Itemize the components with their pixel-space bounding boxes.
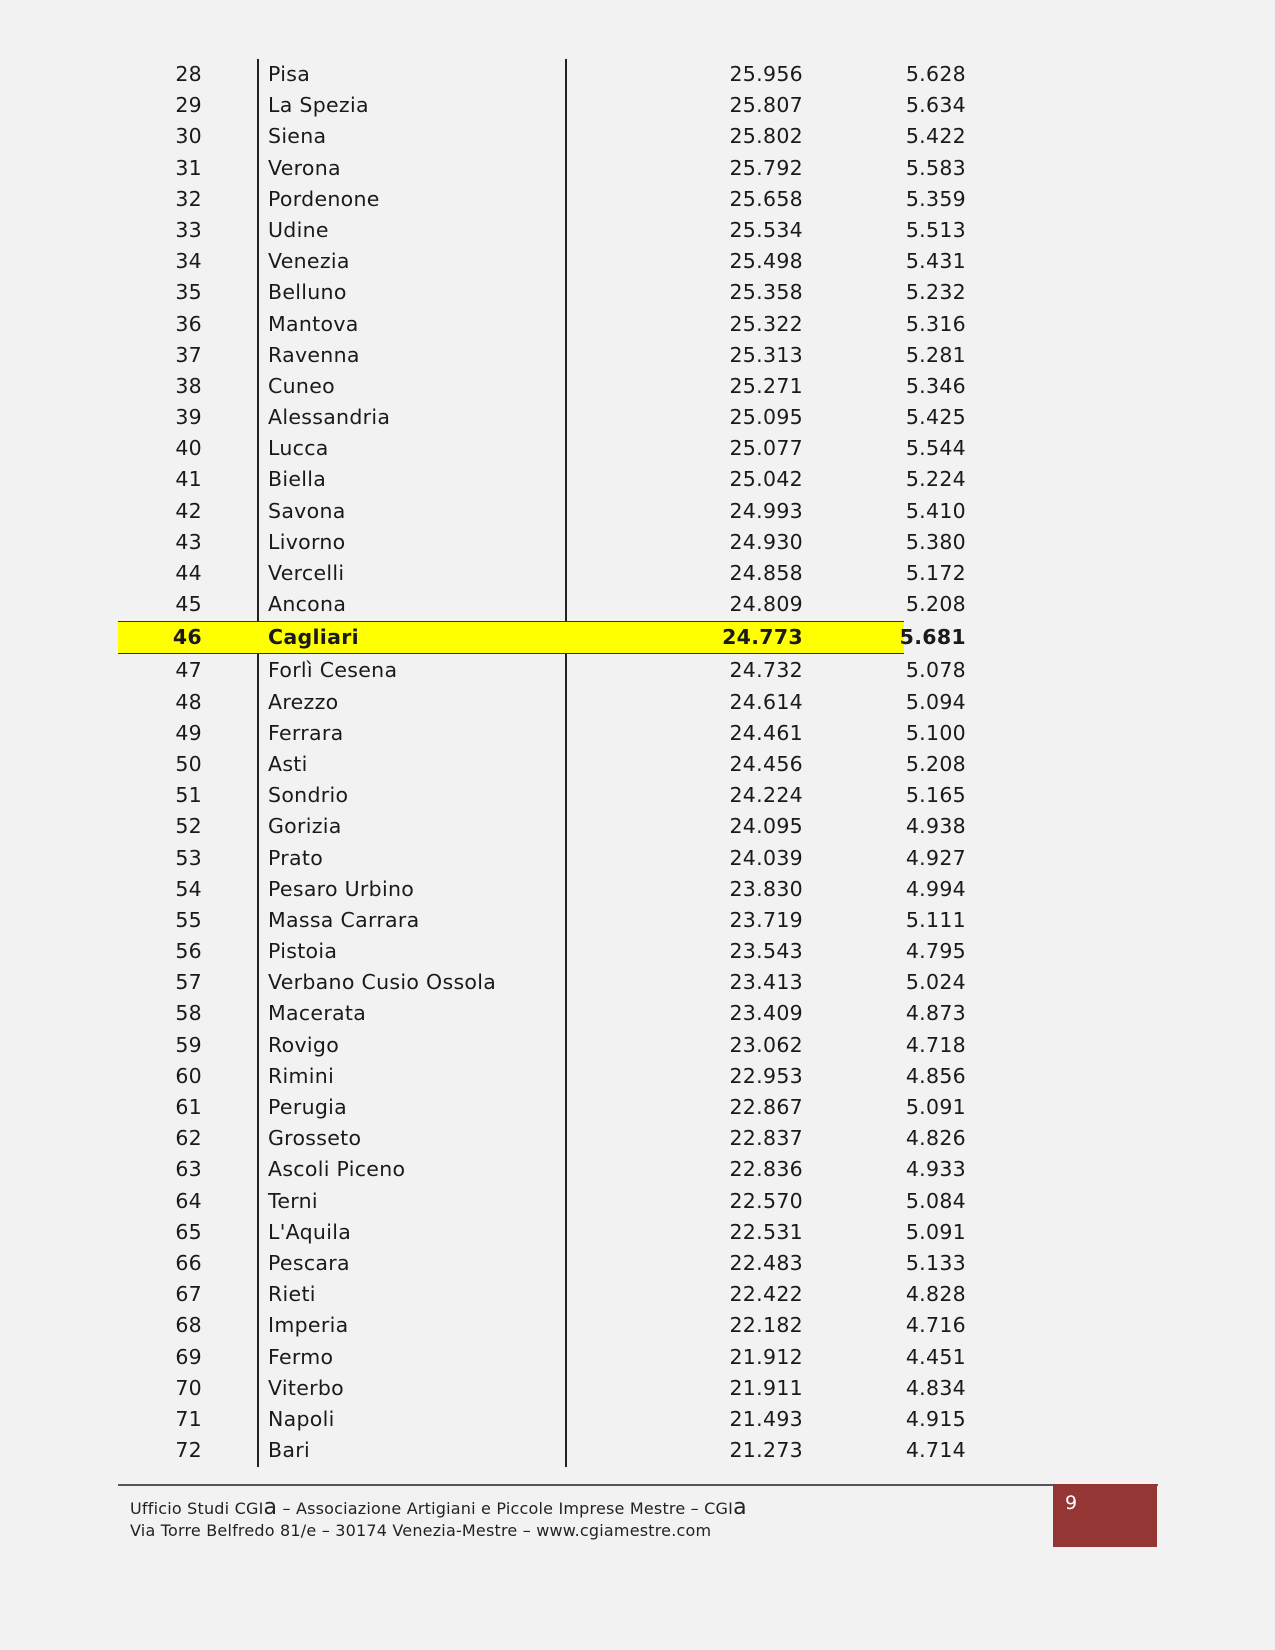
rank-cell: 68	[175, 1313, 202, 1338]
value2-cell: 4.834	[905, 1375, 966, 1400]
value2-cell: 4.927	[905, 845, 966, 870]
table-row	[118, 1154, 966, 1185]
table-row	[118, 1248, 966, 1279]
page-number-box	[1053, 1484, 1157, 1547]
value1-cell: 24.773	[722, 625, 803, 650]
province-cell: Verbano Cusio Ossola	[268, 970, 497, 995]
province-cell: Livorno	[268, 529, 346, 554]
table-row	[118, 59, 966, 90]
table-row	[118, 433, 966, 464]
table-row	[118, 1342, 966, 1373]
table-row	[118, 1030, 966, 1061]
province-cell: Forlì Cesena	[268, 658, 398, 683]
rank-cell: 49	[175, 720, 202, 745]
value1-cell: 25.534	[729, 217, 803, 242]
rank-cell: 65	[175, 1219, 202, 1244]
province-cell: Vercelli	[268, 561, 345, 585]
rank-cell: 57	[175, 970, 202, 995]
value2-cell: 4.451	[905, 1344, 966, 1369]
value2-cell: 4.714	[905, 1438, 966, 1463]
table-row	[118, 1279, 966, 1310]
rank-cell: 33	[175, 217, 202, 242]
value1-cell: 24.224	[729, 783, 803, 808]
rank-cell: 43	[175, 529, 202, 554]
province-cell: Arezzo	[268, 689, 339, 714]
value2-cell: 5.208	[905, 751, 966, 776]
province-cell: Siena	[268, 124, 327, 149]
rank-cell: 42	[175, 498, 202, 523]
province-cell: Sondrio	[268, 783, 349, 808]
province-cell: Prato	[268, 845, 324, 870]
rank-cell: 71	[175, 1406, 202, 1431]
value1-cell: 24.993	[729, 498, 803, 523]
table-row	[118, 1404, 966, 1435]
value1-cell: 23.062	[729, 1032, 803, 1057]
value2-cell: 5.078	[905, 658, 966, 683]
value2-cell: 5.431	[905, 249, 966, 274]
value1-cell: 24.732	[729, 658, 803, 683]
value2-cell: 5.094	[905, 689, 966, 714]
value1-cell: 23.409	[729, 1001, 803, 1026]
value1-cell: 22.837	[729, 1126, 803, 1151]
rank-cell: 30	[175, 124, 202, 149]
table-row	[118, 998, 966, 1029]
value2-cell: 5.410	[905, 498, 966, 523]
rank-cell: 60	[175, 1063, 202, 1088]
province-cell: La Spezia	[268, 93, 369, 118]
table-row	[118, 1092, 966, 1123]
rank-cell: 61	[175, 1095, 202, 1119]
value2-cell: 4.716	[905, 1313, 966, 1338]
value2-cell: 5.208	[905, 592, 966, 617]
table-row	[118, 905, 966, 936]
rank-cell: 54	[175, 876, 202, 901]
value2-cell: 5.133	[905, 1250, 966, 1275]
value2-cell: 5.091	[905, 1095, 966, 1119]
province-cell: Imperia	[268, 1313, 349, 1338]
value1-cell: 25.271	[729, 373, 803, 398]
value2-cell: 5.316	[905, 311, 966, 336]
province-cell: Cuneo	[268, 373, 335, 398]
value1-cell: 24.809	[729, 592, 803, 617]
value2-cell: 5.281	[905, 342, 966, 367]
value1-cell: 25.792	[729, 155, 803, 180]
rank-cell: 29	[175, 93, 202, 118]
value1-cell: 22.182	[729, 1313, 803, 1338]
value1-cell: 25.956	[729, 62, 803, 86]
value1-cell: 23.543	[729, 939, 803, 964]
table-row	[118, 558, 966, 589]
value1-cell: 22.483	[729, 1250, 803, 1275]
province-cell: Grosseto	[268, 1126, 362, 1151]
value1-cell: 24.930	[729, 529, 803, 554]
rank-cell: 41	[175, 467, 202, 492]
footer-logo-letter: a	[733, 1495, 747, 1520]
value1-cell: 25.802	[729, 124, 803, 149]
province-cell: Viterbo	[268, 1375, 345, 1400]
value2-cell: 5.380	[905, 529, 966, 554]
table-row	[118, 687, 966, 718]
value1-cell: 24.456	[729, 751, 803, 776]
value2-cell: 5.346	[905, 373, 966, 398]
value1-cell: 22.867	[729, 1095, 803, 1119]
value1-cell: 21.493	[729, 1406, 803, 1431]
value2-cell: 4.938	[905, 814, 966, 839]
value1-cell: 25.658	[729, 186, 803, 211]
value1-cell: 21.911	[729, 1375, 803, 1400]
value2-cell: 5.165	[905, 783, 966, 808]
province-cell: Udine	[268, 217, 329, 242]
rank-cell: 72	[175, 1438, 202, 1463]
rank-cell: 58	[175, 1001, 202, 1026]
rank-cell: 28	[175, 62, 202, 86]
value1-cell: 22.422	[729, 1282, 803, 1307]
page-number: 9	[1065, 1492, 1078, 1514]
value2-cell: 5.628	[905, 62, 966, 86]
table-row	[118, 215, 966, 246]
rank-cell: 66	[175, 1250, 202, 1275]
rank-cell: 36	[175, 311, 202, 336]
value1-cell: 25.358	[729, 280, 803, 305]
province-cell: Alessandria	[268, 405, 391, 430]
table-row	[118, 184, 966, 215]
province-cell: Perugia	[268, 1095, 348, 1119]
province-cell: Fermo	[268, 1344, 334, 1369]
value1-cell: 22.531	[729, 1219, 803, 1244]
rank-cell: 52	[175, 814, 202, 839]
value2-cell: 4.915	[905, 1406, 966, 1431]
value1-cell: 23.413	[729, 970, 803, 995]
province-cell: Massa Carrara	[268, 907, 420, 932]
province-cell: Pescara	[268, 1250, 350, 1275]
rank-cell: 70	[175, 1375, 202, 1400]
table-row	[118, 718, 966, 749]
province-cell: Macerata	[268, 1001, 367, 1026]
value2-cell: 5.544	[905, 436, 966, 461]
value2-cell: 5.084	[905, 1188, 966, 1213]
province-cell: Rieti	[268, 1282, 316, 1307]
footer-line-2: Via Torre Belfredo 81/e – 30174 Venezia-Mestre – www.cgiamestre.com	[130, 1521, 712, 1540]
province-cell: Asti	[268, 751, 308, 776]
value2-cell: 5.224	[905, 467, 966, 492]
rank-cell: 69	[175, 1344, 202, 1369]
value1-cell: 24.614	[729, 689, 803, 714]
table-row	[118, 90, 966, 121]
value2-cell: 5.091	[905, 1219, 966, 1244]
value2-cell: 4.795	[905, 939, 966, 964]
table-row	[118, 309, 966, 340]
rank-cell: 63	[175, 1157, 202, 1182]
rank-cell: 59	[175, 1032, 202, 1057]
value1-cell: 23.719	[729, 907, 803, 932]
rank-cell: 62	[175, 1126, 202, 1151]
value1-cell: 25.077	[729, 436, 803, 461]
value1-cell: 25.042	[729, 467, 803, 492]
table-row	[118, 277, 966, 308]
province-cell: Verona	[268, 155, 341, 180]
footer-logo-letter: a	[263, 1495, 278, 1520]
value2-cell: 5.425	[905, 405, 966, 430]
province-cell: Belluno	[268, 280, 347, 305]
table-row	[118, 1435, 966, 1466]
province-cell: Biella	[268, 467, 327, 492]
rank-cell: 40	[175, 436, 202, 461]
value2-cell: 4.856	[905, 1063, 966, 1088]
table-row	[118, 1373, 966, 1404]
rank-cell: 44	[175, 561, 202, 585]
value2-cell: 5.634	[905, 93, 966, 118]
value2-cell: 4.828	[905, 1282, 966, 1307]
province-cell: Cagliari	[268, 625, 359, 650]
province-cell: Napoli	[268, 1406, 335, 1431]
province-cell: Ferrara	[268, 720, 344, 745]
table-row	[118, 749, 966, 780]
table-row	[118, 121, 966, 152]
value1-cell: 21.273	[729, 1438, 803, 1463]
table-row	[118, 1061, 966, 1092]
footer-association: – Associazione Artigiani e Piccole Imprese Mestre – CGI	[277, 1499, 734, 1518]
value2-cell: 5.681	[899, 625, 966, 650]
value1-cell: 22.836	[729, 1157, 803, 1182]
province-cell: Rovigo	[268, 1032, 340, 1057]
value1-cell: 22.570	[729, 1188, 803, 1213]
rank-cell: 50	[175, 751, 202, 776]
table-row	[118, 811, 966, 842]
value2-cell: 5.583	[905, 155, 966, 180]
table-row	[118, 1310, 966, 1341]
footer	[130, 1497, 747, 1542]
province-cell: Pesaro Urbino	[268, 876, 415, 901]
province-cell: Savona	[268, 498, 346, 523]
value1-cell: 24.039	[729, 845, 803, 870]
footer-line-1	[130, 1497, 747, 1520]
province-cell: L'Aquila	[268, 1219, 352, 1244]
value2-cell: 5.111	[905, 907, 966, 932]
rank-cell: 34	[175, 249, 202, 274]
table-row	[118, 967, 966, 998]
value2-cell: 5.359	[905, 186, 966, 211]
rank-cell: 38	[175, 373, 202, 398]
table-row	[118, 589, 966, 620]
table-row	[118, 464, 966, 495]
table-row	[118, 153, 966, 184]
table-row	[118, 246, 966, 277]
rank-cell: 47	[175, 658, 202, 683]
table-row	[118, 843, 966, 874]
province-cell: Pisa	[268, 62, 311, 86]
table-row-highlighted	[118, 621, 966, 654]
value2-cell: 4.826	[905, 1126, 966, 1151]
value2-cell: 5.100	[905, 720, 966, 745]
rank-cell: 46	[172, 625, 202, 650]
table-row	[118, 1217, 966, 1248]
rank-cell: 45	[175, 592, 202, 617]
province-cell: Rimini	[268, 1063, 335, 1088]
table-row	[118, 340, 966, 371]
value2-cell: 5.513	[905, 217, 966, 242]
value2-cell: 5.172	[905, 561, 966, 585]
table-row	[118, 936, 966, 967]
province-cell: Mantova	[268, 311, 359, 336]
value1-cell: 25.313	[729, 342, 803, 367]
rank-cell: 48	[175, 689, 202, 714]
rank-cell: 56	[175, 939, 202, 964]
rank-cell: 64	[175, 1188, 202, 1213]
province-cell: Bari	[268, 1438, 310, 1463]
rank-cell: 51	[175, 783, 202, 808]
table-row	[118, 496, 966, 527]
value1-cell: 24.858	[729, 561, 803, 585]
value2-cell: 4.933	[905, 1157, 966, 1182]
table-row	[118, 402, 966, 433]
footer-org: Ufficio Studi CGI	[130, 1499, 264, 1518]
province-cell: Ancona	[268, 592, 347, 617]
rank-cell: 53	[175, 845, 202, 870]
rank-cell: 35	[175, 280, 202, 305]
value1-cell: 21.912	[729, 1344, 803, 1369]
table-row	[118, 1123, 966, 1154]
value2-cell: 5.422	[905, 124, 966, 149]
province-cell: Terni	[268, 1188, 318, 1213]
value1-cell: 25.498	[729, 249, 803, 274]
value1-cell: 25.322	[729, 311, 803, 336]
value1-cell: 23.830	[729, 876, 803, 901]
province-cell: Lucca	[268, 436, 329, 461]
table-row	[118, 1186, 966, 1217]
table-row	[118, 874, 966, 905]
rank-cell: 31	[175, 155, 202, 180]
rank-cell: 67	[175, 1282, 202, 1307]
province-cell: Ravenna	[268, 342, 360, 367]
rank-cell: 32	[175, 186, 202, 211]
table-row	[118, 780, 966, 811]
value1-cell: 24.095	[729, 814, 803, 839]
province-cell: Pordenone	[268, 186, 380, 211]
table-row	[118, 371, 966, 402]
value1-cell: 24.461	[729, 720, 803, 745]
table-row	[118, 655, 966, 686]
value1-cell: 25.095	[729, 405, 803, 430]
rank-cell: 55	[175, 907, 202, 932]
table-row	[118, 527, 966, 558]
province-cell: Pistoia	[268, 939, 338, 964]
value2-cell: 4.994	[905, 876, 966, 901]
province-cell: Ascoli Piceno	[268, 1157, 406, 1182]
value1-cell: 25.807	[729, 93, 803, 118]
footer-rule	[118, 1484, 1158, 1486]
province-cell: Gorizia	[268, 814, 342, 839]
province-ranking-table	[118, 59, 966, 1466]
rank-cell: 39	[175, 405, 202, 430]
province-cell: Venezia	[268, 249, 350, 274]
value2-cell: 4.873	[905, 1001, 966, 1026]
rank-cell: 37	[175, 342, 202, 367]
value2-cell: 5.232	[905, 280, 966, 305]
value2-cell: 5.024	[905, 970, 966, 995]
value2-cell: 4.718	[905, 1032, 966, 1057]
value1-cell: 22.953	[729, 1063, 803, 1088]
